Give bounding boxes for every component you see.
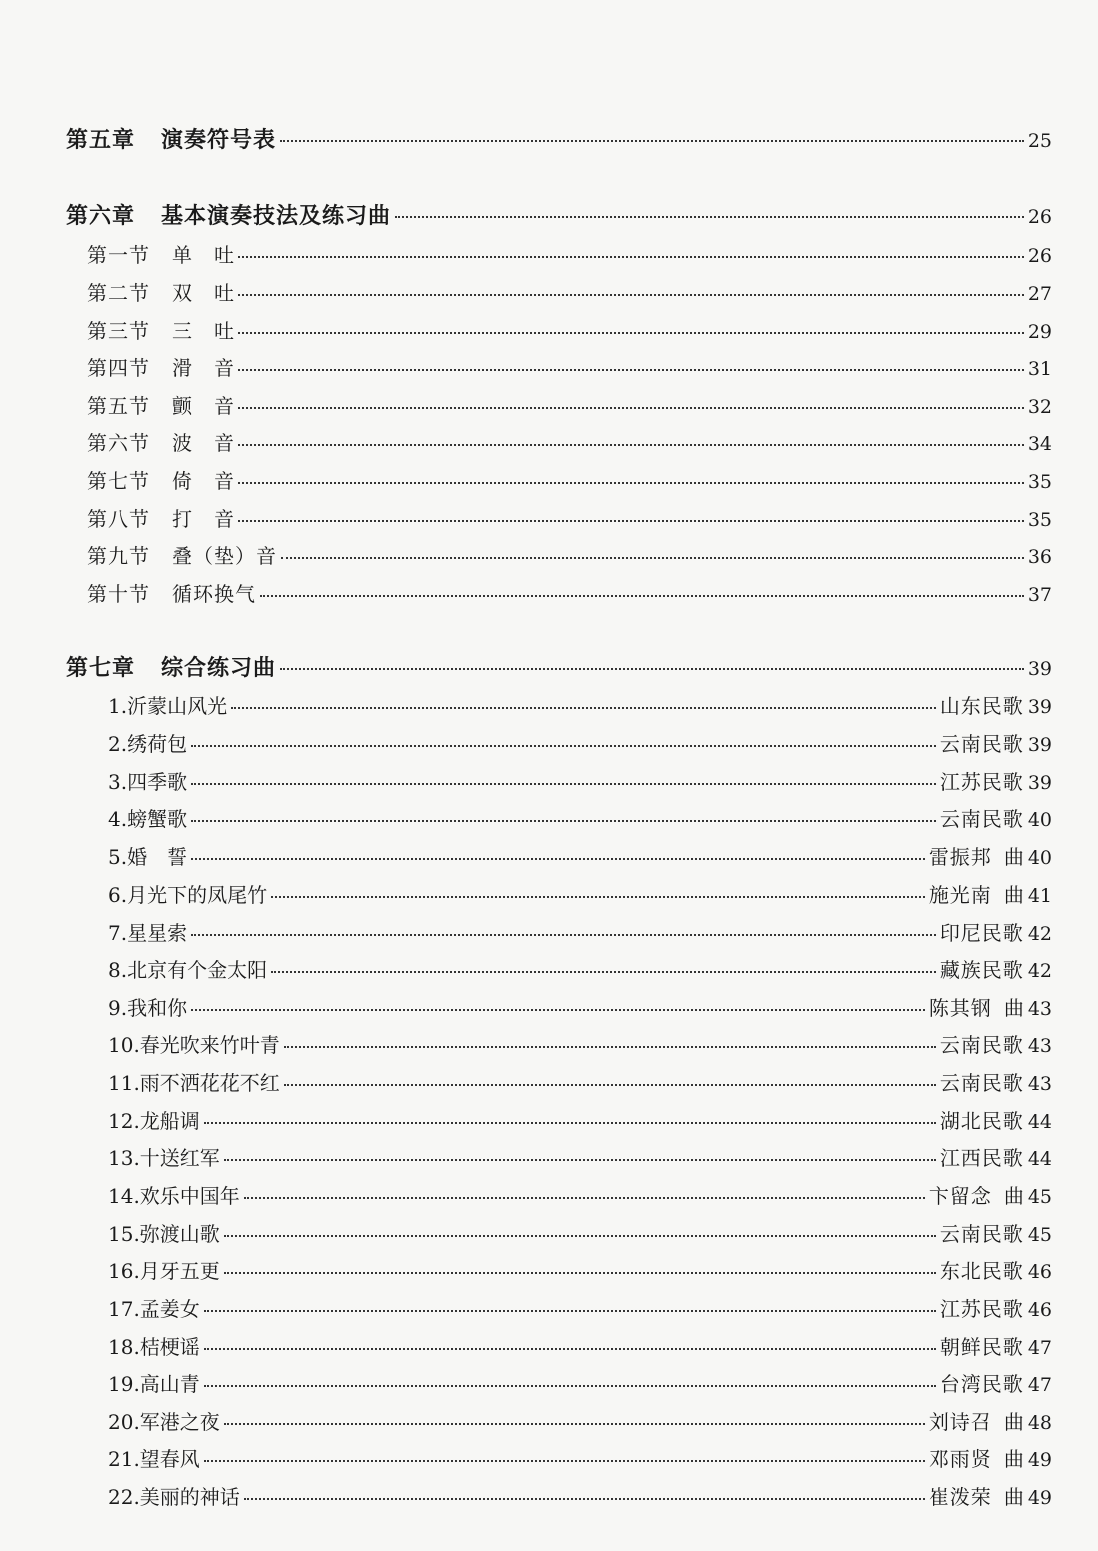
page-number: 27 [1027, 283, 1052, 305]
dot-leader [191, 858, 925, 860]
chapter-number: 第五章 [66, 128, 136, 153]
page-number: 32 [1027, 396, 1052, 418]
song-credit-suffix: 曲 [1003, 1410, 1024, 1434]
page-number: 43 [1027, 998, 1052, 1020]
song-credit-suffix: 曲 [1003, 845, 1024, 869]
dot-leader [244, 1498, 925, 1500]
section-number: 第八节 [87, 507, 150, 531]
dot-leader [238, 407, 1024, 409]
song-credit: 陈其钢 [928, 996, 992, 1020]
dot-leader [238, 444, 1024, 446]
toc-song[interactable] [108, 1218, 1052, 1247]
toc-section[interactable] [87, 390, 1052, 419]
toc-song[interactable] [108, 1293, 1052, 1322]
dot-leader [191, 934, 936, 936]
dot-leader [271, 896, 925, 898]
song-credit: 山东民歌 [939, 694, 1024, 718]
toc-section[interactable] [87, 352, 1052, 381]
song-title: 13.十送红军 [108, 1146, 220, 1170]
section-number: 第七节 [87, 469, 150, 493]
dot-leader [204, 1310, 936, 1312]
dot-leader [281, 557, 1024, 559]
page-number: 46 [1027, 1299, 1052, 1321]
toc-section[interactable] [87, 540, 1052, 569]
page-number: 48 [1027, 1412, 1052, 1434]
page-number: 26 [1027, 245, 1052, 267]
song-credit-suffix: 曲 [1003, 1447, 1024, 1471]
page-number: 49 [1027, 1487, 1052, 1509]
section-number: 第四节 [87, 356, 150, 380]
song-credit-suffix: 曲 [1003, 996, 1024, 1020]
page-number: 44 [1027, 1111, 1052, 1133]
page-number: 37 [1027, 584, 1052, 606]
page-number: 47 [1027, 1337, 1052, 1359]
song-credit: 雷振邦 [928, 845, 992, 869]
toc-song[interactable] [108, 1255, 1052, 1284]
song-credit: 云南民歌 [939, 807, 1024, 831]
dot-leader [191, 1009, 925, 1011]
dot-leader [191, 820, 936, 822]
page-number: 40 [1027, 809, 1052, 831]
toc-section[interactable] [87, 277, 1052, 306]
song-credit: 云南民歌 [939, 1033, 1024, 1057]
dot-leader [238, 482, 1024, 484]
song-title: 4.螃蟹歌 [108, 807, 188, 831]
section-number: 第六节 [87, 431, 150, 455]
dot-leader [271, 971, 936, 973]
toc-song[interactable] [108, 1067, 1052, 1096]
dot-leader [284, 1046, 936, 1048]
dot-leader [284, 1084, 936, 1086]
page-number: 49 [1027, 1449, 1052, 1471]
song-title: 19.高山青 [108, 1372, 200, 1396]
dot-leader [191, 745, 936, 747]
song-credit: 印尼民歌 [939, 921, 1024, 945]
section-number: 第三节 [87, 319, 150, 343]
page-number: 47 [1027, 1374, 1052, 1396]
dot-leader [224, 1423, 925, 1425]
song-credit: 云南民歌 [939, 1222, 1024, 1246]
toc-song[interactable] [108, 766, 1052, 795]
song-title: 3.四季歌 [108, 770, 188, 794]
toc-song[interactable] [108, 879, 1052, 908]
section-number: 第九节 [87, 544, 150, 568]
dot-leader [395, 216, 1024, 218]
toc-section[interactable] [87, 578, 1052, 607]
section-number: 第五节 [87, 394, 150, 418]
section-title: 颤音 [172, 394, 256, 418]
song-credit: 江苏民歌 [939, 770, 1024, 794]
song-title: 8.北京有个金太阳 [108, 958, 268, 982]
page-number: 39 [1027, 772, 1052, 794]
toc-song[interactable] [108, 1406, 1052, 1435]
toc-song[interactable] [108, 1029, 1052, 1058]
toc-song[interactable] [108, 728, 1052, 757]
page-number: 43 [1027, 1073, 1052, 1095]
song-title: 18.桔梗谣 [108, 1335, 200, 1359]
chapter-title: 综合练习曲 [161, 656, 277, 681]
song-title: 20.军港之夜 [108, 1410, 220, 1434]
song-title: 1.沂蒙山风光 [108, 694, 228, 718]
section-title: 叠（垫）音 [172, 544, 277, 568]
song-title: 12.龙船调 [108, 1109, 200, 1133]
toc-song[interactable] [108, 1443, 1052, 1472]
song-title: 15.弥渡山歌 [108, 1222, 220, 1246]
song-title: 5.婚 誓 [108, 845, 188, 869]
chapter-title: 演奏符号表 [161, 128, 277, 153]
page-number: 41 [1027, 885, 1052, 907]
page-number: 45 [1027, 1224, 1052, 1246]
toc-chapter-7[interactable] [66, 651, 1052, 682]
dot-leader [224, 1272, 936, 1274]
song-title: 6.月光下的凤尾竹 [108, 883, 268, 907]
section-title: 单吐 [172, 243, 256, 267]
section-title: 三吐 [172, 319, 256, 343]
section-title: 打音 [172, 507, 256, 531]
page-number: 35 [1027, 509, 1052, 531]
page-number: 40 [1027, 847, 1052, 869]
toc-song[interactable] [108, 1105, 1052, 1134]
toc-section[interactable] [87, 465, 1052, 494]
song-credit-suffix: 曲 [1003, 1184, 1024, 1208]
section-title: 双吐 [172, 281, 256, 305]
section-title: 波音 [172, 431, 256, 455]
page-number: 29 [1027, 321, 1052, 343]
song-credit: 湖北民歌 [939, 1109, 1024, 1133]
page-number: 46 [1027, 1261, 1052, 1283]
dot-leader [280, 668, 1024, 670]
page-number: 26 [1027, 206, 1052, 228]
page-number: 35 [1027, 471, 1052, 493]
song-title: 14.欢乐中国年 [108, 1184, 240, 1208]
song-credit: 云南民歌 [939, 1071, 1024, 1095]
page-number: 39 [1027, 734, 1052, 756]
toc-chapter-6[interactable] [66, 199, 1052, 230]
song-title: 9.我和你 [108, 996, 188, 1020]
song-credit-suffix: 曲 [1003, 883, 1024, 907]
toc-section[interactable] [87, 427, 1052, 456]
dot-leader [224, 1159, 936, 1161]
dot-leader [280, 140, 1024, 142]
song-credit: 江西民歌 [939, 1146, 1024, 1170]
song-title: 16.月牙五更 [108, 1259, 220, 1283]
section-number: 第二节 [87, 281, 150, 305]
song-title: 17.孟姜女 [108, 1297, 200, 1321]
dot-leader [238, 520, 1024, 522]
song-title: 7.星星索 [108, 921, 188, 945]
song-title: 11.雨不洒花花不红 [108, 1071, 280, 1095]
toc-song[interactable] [108, 1180, 1052, 1209]
chapter-number: 第七章 [66, 656, 136, 681]
song-credit: 邓雨贤 [928, 1447, 992, 1471]
toc-section[interactable] [87, 503, 1052, 532]
toc-song[interactable] [108, 841, 1052, 870]
section-title: 循环换气 [172, 582, 256, 606]
toc-section[interactable] [87, 315, 1052, 344]
page-number: 39 [1027, 696, 1052, 718]
chapter-number: 第六章 [66, 204, 136, 229]
dot-leader [238, 369, 1024, 371]
toc-song[interactable] [108, 954, 1052, 983]
dot-leader [238, 294, 1024, 296]
song-credit: 江苏民歌 [939, 1297, 1024, 1321]
page-number: 34 [1027, 433, 1052, 455]
page-number: 39 [1027, 658, 1052, 680]
page-number: 43 [1027, 1035, 1052, 1057]
toc-song[interactable] [108, 917, 1052, 946]
song-credit: 东北民歌 [939, 1259, 1024, 1283]
song-credit: 云南民歌 [939, 732, 1024, 756]
toc-song[interactable] [108, 803, 1052, 832]
dot-leader [204, 1122, 936, 1124]
dot-leader [224, 1235, 936, 1237]
toc-song[interactable] [108, 1142, 1052, 1171]
song-credit: 朝鲜民歌 [939, 1335, 1024, 1359]
dot-leader [238, 256, 1024, 258]
dot-leader [244, 1197, 925, 1199]
song-title: 2.绣荷包 [108, 732, 188, 756]
dot-leader [191, 783, 936, 785]
toc-song[interactable] [108, 690, 1052, 719]
song-credit-suffix: 曲 [1003, 1485, 1024, 1509]
song-credit: 卞留念 [928, 1184, 992, 1208]
page-number: 25 [1027, 130, 1052, 152]
section-number: 第一节 [87, 243, 150, 267]
page-number: 45 [1027, 1186, 1052, 1208]
section-title: 滑音 [172, 356, 256, 380]
song-credit: 刘诗召 [928, 1410, 992, 1434]
page-number: 44 [1027, 1148, 1052, 1170]
section-title: 倚音 [172, 469, 256, 493]
song-title: 22.美丽的神话 [108, 1485, 240, 1509]
dot-leader [204, 1385, 936, 1387]
toc-song[interactable] [108, 1331, 1052, 1360]
song-credit: 台湾民歌 [939, 1372, 1024, 1396]
dot-leader [204, 1348, 936, 1350]
toc-chapter-5[interactable] [66, 123, 1052, 154]
toc-song[interactable] [108, 1368, 1052, 1397]
song-credit: 崔泼荣 [928, 1485, 992, 1509]
toc-song[interactable] [108, 992, 1052, 1021]
page-number: 42 [1027, 960, 1052, 982]
toc-section[interactable] [87, 239, 1052, 268]
toc-song[interactable] [108, 1481, 1052, 1510]
song-credit: 藏族民歌 [939, 958, 1024, 982]
dot-leader [260, 595, 1024, 597]
dot-leader [238, 332, 1024, 334]
section-number: 第十节 [87, 582, 150, 606]
dot-leader [231, 707, 936, 709]
page-number: 31 [1027, 358, 1052, 380]
song-title: 21.望春风 [108, 1447, 200, 1471]
song-credit: 施光南 [928, 883, 992, 907]
page-number: 42 [1027, 923, 1052, 945]
chapter-title: 基本演奏技法及练习曲 [161, 204, 392, 229]
song-title: 10.春光吹来竹叶青 [108, 1033, 280, 1057]
dot-leader [204, 1460, 925, 1462]
page-number: 36 [1027, 546, 1052, 568]
